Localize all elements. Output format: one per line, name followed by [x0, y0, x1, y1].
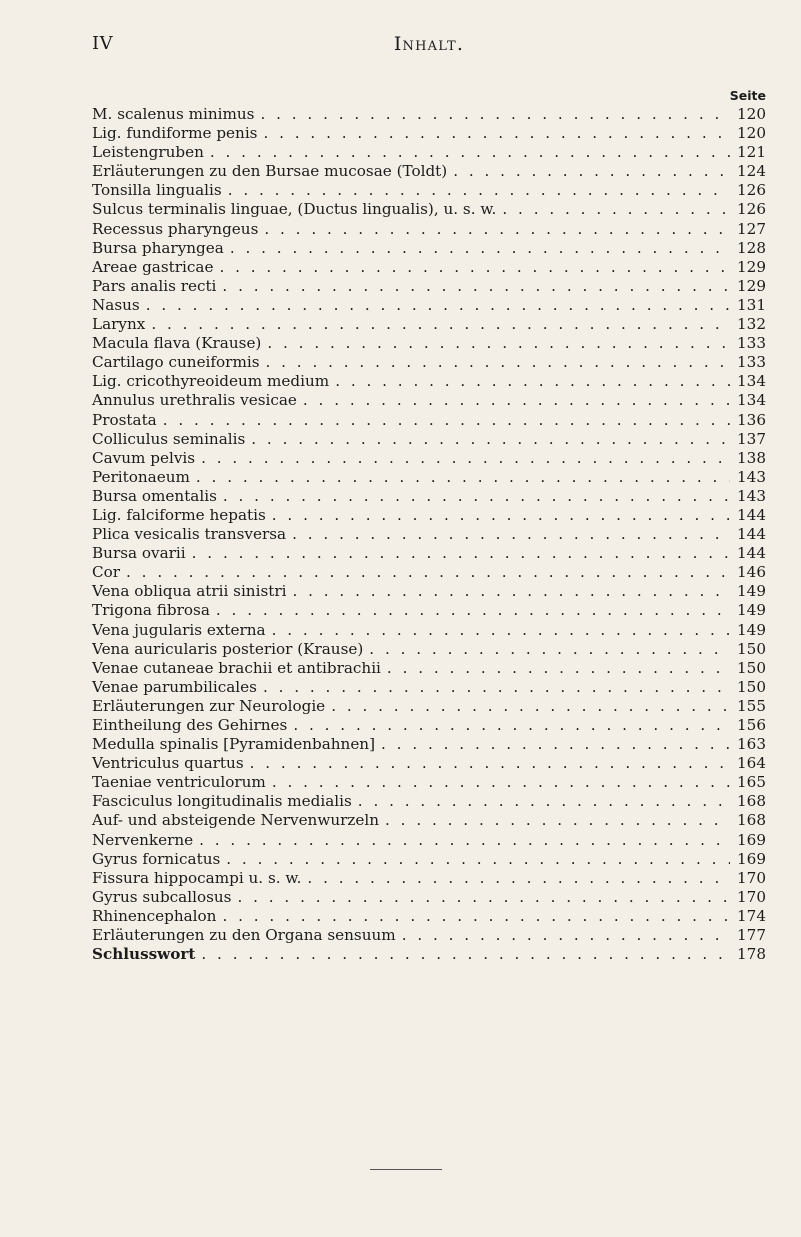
toc-entry-title: Pars analis recti: [92, 276, 217, 295]
toc-entry-page: 170: [737, 868, 766, 887]
dot-leader: [163, 411, 730, 430]
toc-entry-title: Schlusswort: [92, 945, 196, 964]
toc-entry-page: 137: [737, 429, 766, 448]
toc-entry-page: 149: [737, 620, 766, 639]
toc-entry-page: 170: [737, 887, 766, 906]
dot-leader: [453, 162, 730, 181]
dot-leader: [146, 296, 730, 315]
dot-leader: [199, 831, 730, 850]
toc-entry: [92, 487, 766, 506]
toc-entry-page: 165: [737, 773, 766, 792]
toc-entry: [92, 640, 766, 659]
toc-entry: [92, 181, 766, 200]
toc-entry: [92, 239, 766, 258]
page-header: [92, 33, 766, 57]
dot-leader: [263, 678, 730, 697]
toc-entry-page: 143: [737, 486, 766, 505]
toc-entry: [92, 315, 766, 334]
dot-leader: [335, 372, 730, 391]
dot-leader: [228, 181, 730, 200]
toc-entry: [92, 391, 766, 410]
toc-entry-page: 126: [737, 200, 766, 219]
dot-leader: [223, 487, 730, 506]
toc-entry-page: 138: [737, 448, 766, 467]
toc-entry-page: 126: [737, 181, 766, 200]
dot-leader: [369, 640, 730, 659]
toc-entry-title: Fissura hippocampi u. s. w.: [92, 868, 302, 887]
toc-entry-title: Lig. fundiforme penis: [92, 124, 258, 143]
toc-entry: [92, 831, 766, 850]
toc-entry-page: 155: [737, 696, 766, 715]
toc-entry-title: Taeniae ventriculorum: [92, 773, 266, 792]
toc-entry: [92, 277, 766, 296]
toc-entry-title: Bursa pharyngea: [92, 238, 224, 257]
toc-entry-title: Erläuterungen zu den Bursae mucosae (Toldt): [92, 162, 448, 181]
toc-entry: [92, 563, 766, 582]
toc-entry-page: 124: [737, 162, 766, 181]
toc-entry: [92, 353, 766, 372]
toc-entry-title: Vena jugularis externa: [92, 620, 266, 639]
toc-entry-page: 120: [737, 124, 766, 143]
toc-entry: [92, 582, 766, 601]
toc-entry: [92, 334, 766, 353]
toc-entry: [92, 678, 766, 697]
dot-leader: [293, 716, 730, 735]
dot-leader: [251, 430, 730, 449]
toc-entry-page: 168: [737, 792, 766, 811]
dot-leader: [266, 353, 731, 372]
toc-entry-title: Rhinencephalon: [92, 906, 217, 925]
toc-entry: [92, 792, 766, 811]
toc-entry-page: 133: [737, 334, 766, 353]
dot-leader: [219, 258, 730, 277]
toc-entry-title: Gyrus fornicatus: [92, 849, 221, 868]
toc-entry: [92, 258, 766, 277]
dot-leader: [502, 200, 730, 219]
dot-leader: [237, 888, 730, 907]
toc-entry-title: Nervenkerne: [92, 830, 194, 849]
toc-entry: [92, 124, 766, 143]
dot-leader: [292, 525, 730, 544]
toc-entry: [92, 926, 766, 945]
dot-leader: [222, 277, 730, 296]
toc-entry-page: 120: [737, 105, 766, 123]
toc-entry-title: Leistengruben: [92, 143, 204, 162]
toc-entry: [92, 907, 766, 926]
dot-leader: [226, 850, 730, 869]
dot-leader: [222, 907, 730, 926]
toc-entry-title: Recessus pharyngeus: [92, 219, 259, 238]
toc-entry-page: 143: [737, 467, 766, 486]
toc-entry-title: Cavum pelvis: [92, 448, 196, 467]
toc-entry: [92, 811, 766, 830]
dot-leader: [303, 391, 730, 410]
dot-leader: [402, 926, 730, 945]
dot-leader: [126, 563, 730, 582]
toc-entry: [92, 773, 766, 792]
toc-entry-page: 149: [737, 601, 766, 620]
toc-entry-title: Nasus: [92, 295, 140, 314]
toc-entry-title: Areae gastricae: [92, 257, 214, 276]
dot-leader: [210, 143, 730, 162]
toc-entry-page: 144: [737, 544, 766, 563]
toc-entry: [92, 754, 766, 773]
toc-entry-page: 150: [737, 639, 766, 658]
footer-rule: [370, 1169, 442, 1170]
toc-entry: [92, 143, 766, 162]
toc-entry: [92, 506, 766, 525]
toc-entry-title: Venae cutaneae brachii et antibrachii: [92, 658, 381, 677]
toc-entry-title: Plica vesicalis transversa: [92, 525, 287, 544]
toc-entry-title: Bursa omentalis: [92, 486, 217, 505]
dot-leader: [272, 621, 730, 640]
toc-entry: [92, 105, 766, 124]
toc-entry-page: 150: [737, 658, 766, 677]
dot-leader: [201, 449, 730, 468]
toc-entry-page: 144: [737, 525, 766, 544]
toc-entry-page: 129: [737, 257, 766, 276]
toc-entry-title: Gyrus subcallosus: [92, 887, 232, 906]
dot-leader: [272, 773, 730, 792]
toc-entry-page: 169: [737, 849, 766, 868]
toc-entry-title: Peritonaeum: [92, 467, 190, 486]
toc-entry-title: Vena obliqua atrii sinistri: [92, 582, 287, 601]
toc-entry: [92, 200, 766, 219]
toc-entry-page: 121: [737, 143, 766, 162]
toc-entry-title: Venae parumbilicales: [92, 677, 257, 696]
dot-leader: [385, 811, 730, 830]
toc-entry-page: 174: [737, 906, 766, 925]
toc-entry-title: Fasciculus longitudinalis medialis: [92, 792, 352, 811]
toc-entry: [92, 449, 766, 468]
toc-entry-title: Medulla spinalis [Pyramidenbahnen]: [92, 735, 376, 754]
toc-entry-page: 146: [737, 563, 766, 582]
toc-entry: [92, 601, 766, 620]
toc-entry-title: Sulcus terminalis linguae, (Ductus lingualis), u. s. w.: [92, 200, 497, 219]
toc-entry-title: Eintheilung des Gehirnes: [92, 716, 288, 734]
table-of-contents: [92, 105, 766, 964]
toc-entry: [92, 735, 766, 754]
page-column-label: Seite: [729, 88, 766, 103]
toc-entry: [92, 162, 766, 181]
toc-entry-title: Auf- und absteigende Nervenwurzeln: [92, 811, 380, 830]
toc-entry: [92, 888, 766, 907]
toc-entry-title: Lig. falciforme hepatis: [92, 505, 266, 524]
dot-leader: [267, 334, 730, 353]
toc-entry-title: Ventriculus quartus: [92, 754, 244, 773]
toc-entry-page: 134: [737, 372, 766, 391]
toc-entry: [92, 296, 766, 315]
toc-entry: [92, 945, 766, 964]
toc-entry-page: 177: [737, 926, 766, 945]
dot-leader: [201, 945, 730, 964]
page-number: IV: [92, 33, 114, 54]
toc-entry-page: 163: [737, 735, 766, 754]
dot-leader: [331, 697, 730, 716]
toc-entry: [92, 525, 766, 544]
dot-leader: [307, 869, 730, 888]
toc-entry: [92, 869, 766, 888]
dot-leader: [230, 239, 730, 258]
toc-entry: [92, 697, 766, 716]
dot-leader: [151, 315, 730, 334]
toc-entry-title: Colliculus seminalis: [92, 429, 246, 448]
toc-entry-title: Cartilago cuneiformis: [92, 353, 260, 372]
toc-entry-page: 150: [737, 677, 766, 696]
page-title: Inhalt.: [393, 33, 465, 55]
toc-entry: [92, 716, 766, 735]
dot-leader: [358, 792, 730, 811]
toc-entry-page: 129: [737, 276, 766, 295]
toc-entry-title: Annulus urethralis vesicae: [92, 391, 297, 410]
toc-entry: [92, 659, 766, 678]
toc-entry-title: Erläuterungen zur Neurologie: [92, 696, 326, 715]
toc-entry: [92, 372, 766, 391]
toc-entry-page: 144: [737, 505, 766, 524]
dot-leader: [264, 220, 730, 239]
toc-entry: [92, 468, 766, 487]
dot-leader: [292, 582, 730, 601]
toc-entry: [92, 411, 766, 430]
toc-entry-title: Erläuterungen zu den Organa sensuum: [92, 926, 396, 945]
toc-entry-page: 178: [737, 945, 766, 964]
toc-entry-page: 156: [737, 716, 766, 734]
toc-entry-title: Bursa ovarii: [92, 544, 186, 563]
dot-leader: [216, 601, 730, 620]
toc-entry-title: Prostata: [92, 410, 157, 429]
toc-entry-title: Larynx: [92, 315, 146, 334]
toc-entry-page: 164: [737, 754, 766, 773]
toc-entry-title: Trigona fibrosa: [92, 601, 210, 620]
toc-entry-page: 127: [737, 219, 766, 238]
toc-entry-page: 132: [737, 315, 766, 334]
dot-leader: [387, 659, 730, 678]
dot-leader: [196, 468, 730, 487]
toc-entry-page: 149: [737, 582, 766, 601]
toc-entry: [92, 220, 766, 239]
toc-entry-page: 128: [737, 238, 766, 257]
toc-entry-title: Vena auricularis posterior (Krause): [92, 639, 364, 658]
dot-leader: [192, 544, 730, 563]
toc-entry: [92, 850, 766, 869]
toc-entry-title: M. scalenus minimus: [92, 105, 255, 123]
toc-entry-page: 131: [737, 295, 766, 314]
toc-entry-page: 168: [737, 811, 766, 830]
toc-entry-page: 134: [737, 391, 766, 410]
toc-entry: [92, 544, 766, 563]
dot-leader: [381, 735, 730, 754]
toc-entry-page: 136: [737, 410, 766, 429]
toc-entry-title: Cor: [92, 563, 121, 582]
dot-leader: [263, 124, 730, 143]
toc-entry-title: Tonsilla lingualis: [92, 181, 222, 200]
toc-entry-page: 133: [737, 353, 766, 372]
toc-entry-page: 169: [737, 830, 766, 849]
toc-entry-title: Lig. cricothyreoideum medium: [92, 372, 330, 391]
dot-leader: [260, 105, 730, 124]
toc-entry: [92, 430, 766, 449]
dot-leader: [272, 506, 730, 525]
dot-leader: [250, 754, 730, 773]
toc-entry-title: Macula flava (Krause): [92, 334, 262, 353]
toc-entry: [92, 621, 766, 640]
